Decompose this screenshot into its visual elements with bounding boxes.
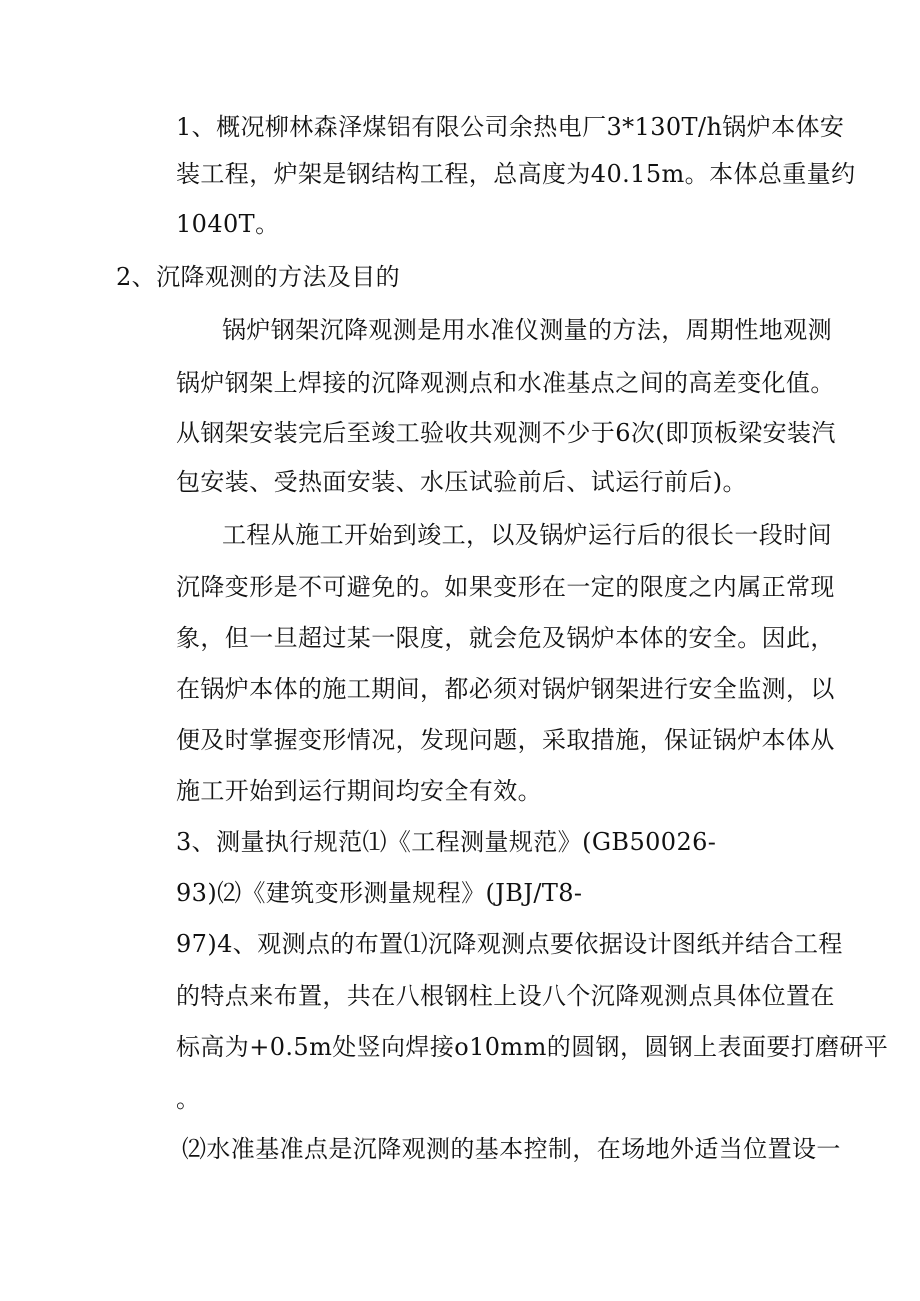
- text-line: 从钢架安装完后至竣工验收共观测不少于6次(即顶板梁安装汽: [176, 419, 836, 447]
- section-heading: 3、测量执行规范⑴《工程测量规范》(GB50026-: [176, 828, 717, 856]
- text-line: 象，但一旦超过某一限度，就会危及锅炉本体的安全。因此，: [176, 624, 835, 652]
- text-line: 锅炉钢架沉降观测是用水准仪测量的方法，周期性地观测: [222, 316, 832, 344]
- text-line: 97)4、观测点的布置⑴沉降观测点要依据设计图纸并结合工程: [176, 930, 843, 958]
- text-line: 93)⑵《建筑变形测量规程》(JBJ/T8-: [176, 879, 583, 907]
- text-line: 沉降变形是不可避免的。如果变形在一定的限度之内属正常现: [176, 573, 835, 601]
- text-line: 标高为+0.5m处竖向焊接o10mm的圆钢，圆钢上表面要打磨研平: [176, 1033, 889, 1061]
- text-line: 1040T。: [176, 210, 280, 238]
- text-line: 包安装、受热面安装、水压试验前后、试运行前后)。: [176, 468, 747, 496]
- text-line: 在锅炉本体的施工期间，都必须对锅炉钢架进行安全监测，以: [176, 675, 835, 703]
- section-heading: 2、沉降观测的方法及目的: [116, 263, 401, 291]
- text-line: 装工程，炉架是钢结构工程，总高度为40.15m。本体总重量约: [176, 160, 856, 188]
- text-line: 。: [176, 1085, 201, 1113]
- text-line: 便及时掌握变形情况，发现问题，采取措施，保证锅炉本体从: [176, 726, 835, 754]
- text-line: 的特点来布置，共在八根钢柱上设八个沉降观测点具体位置在: [176, 982, 835, 1010]
- text-line: 施工开始到运行期间均安全有效。: [176, 777, 542, 805]
- text-line: 1、概况柳林森泽煤铝有限公司余热电厂3*130T/h锅炉本体安: [176, 113, 845, 141]
- text-line: 工程从施工开始到竣工，以及锅炉运行后的很长一段时间: [222, 521, 832, 549]
- text-line: ⑵水准基准点是沉降观测的基本控制，在场地外适当位置设一: [182, 1135, 841, 1163]
- text-line: 锅炉钢架上焊接的沉降观测点和水准基点之间的高差变化值。: [176, 369, 835, 397]
